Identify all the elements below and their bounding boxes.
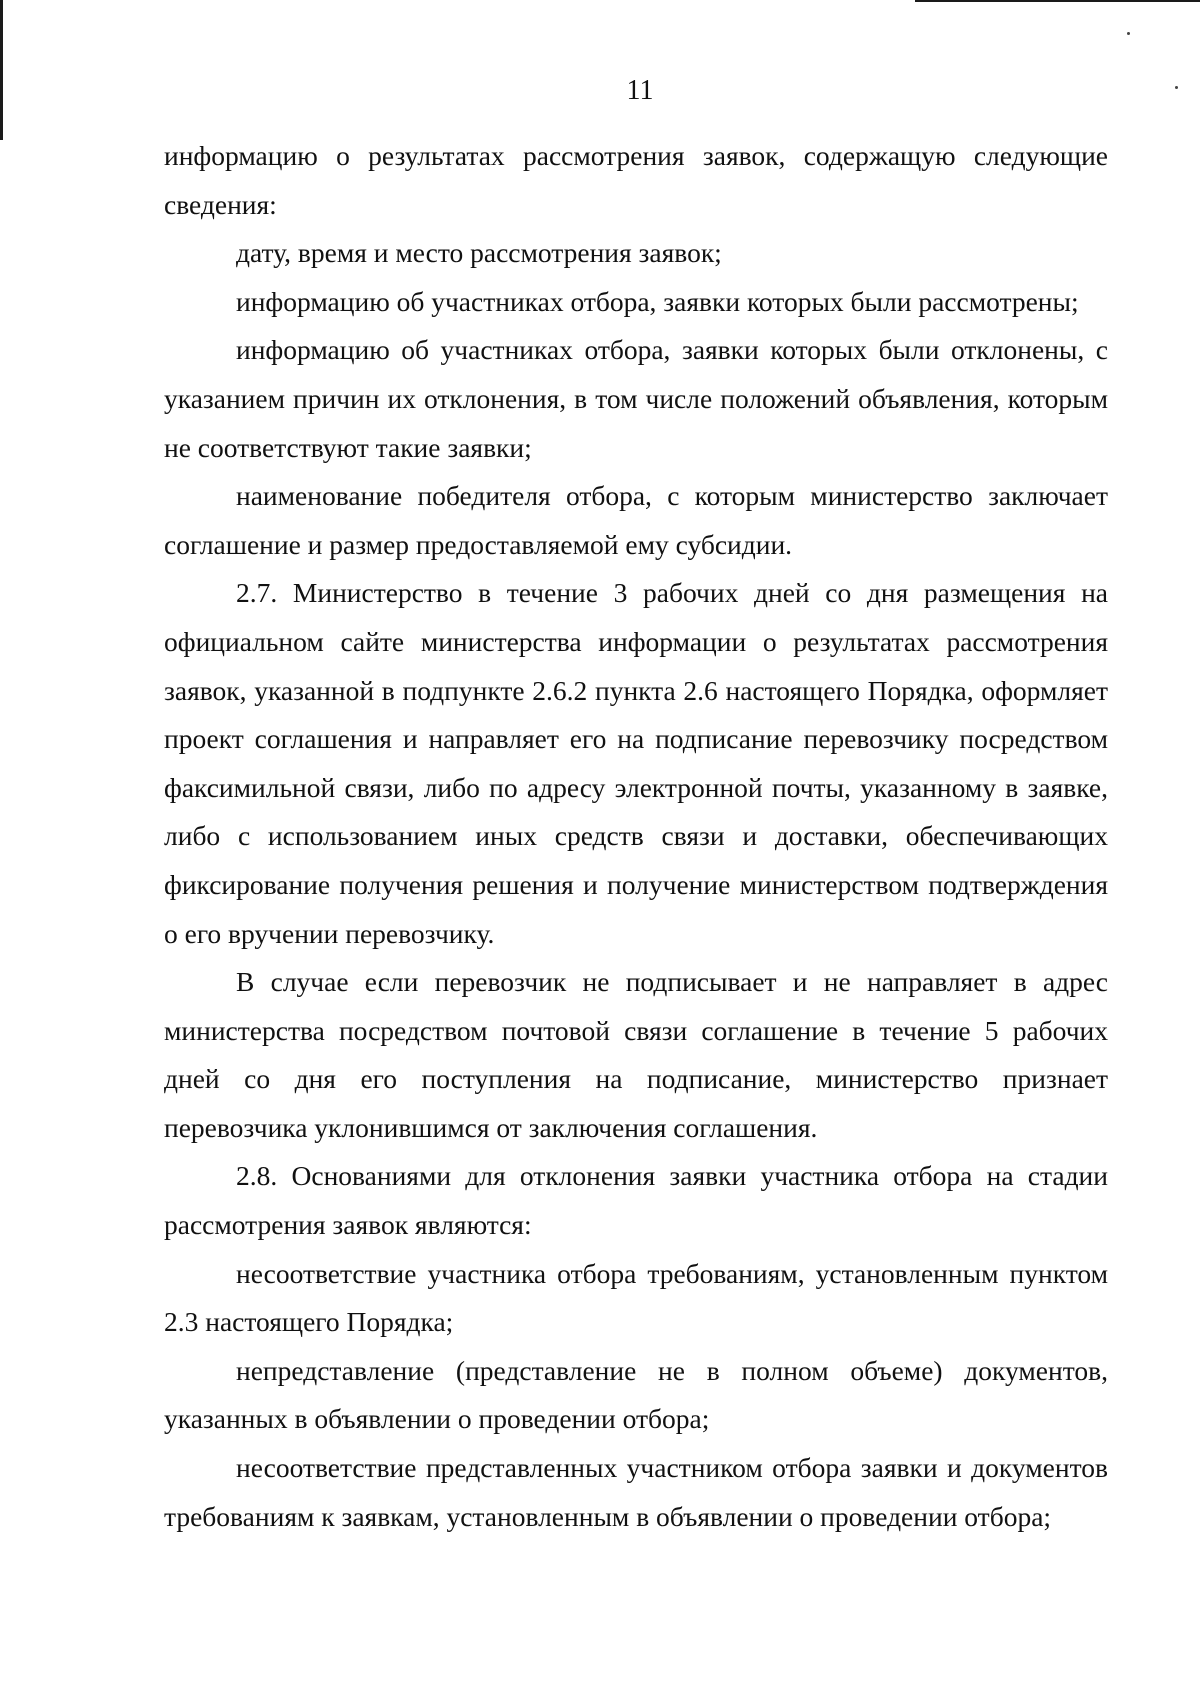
paragraph: информацию об участниках отбора, заявки которых были рассмотрены;	[236, 285, 1079, 317]
document-body	[164, 132, 1108, 1541]
scan-speck	[1127, 32, 1130, 35]
paragraph: информацию об участниках отбора, заявки которых были отклонены, с указанием причин их отклонения, в том числе положений объявления, которым не соответствуют такие заявки;	[164, 334, 1108, 463]
paragraph: наименование победителя отбора, с которым министерство заключает соглашение и размер предоставляемой ему субсидии.	[164, 480, 1108, 560]
paragraph: несоответствие участника отбора требованиям, установленным пунктом 2.3 настоящего Порядка;	[164, 1257, 1108, 1338]
paragraph: В случае если перевозчик не подписывает и не направляет в адрес министерства посредством почтовой связи соглашение в течение 5 рабочих дней со дня его поступления на подписание, министерство признает перевозчика уклонившимся от заключения соглашения.	[164, 966, 1108, 1143]
paragraph: дату, время и место рассмотрения заявок;	[236, 237, 722, 269]
page-number: 11	[626, 75, 654, 106]
paragraph: информацию о результатах рассмотрения заявок, содержащую следующие сведения:	[164, 140, 1108, 220]
paragraph: 2.8. Основаниями для отклонения заявки участника отбора на стадии рассмотрения заявок являются:	[164, 1160, 1108, 1241]
paragraph: несоответствие представленных участником отбора заявки и документов требованиям к заявкам, установленным в объявлении о проведении отбора;	[164, 1452, 1108, 1532]
scan-top-edge	[915, 0, 1200, 2]
paragraph: непредставление (представление не в полном объеме) документов, указанных в объявлении о проведении отбора;	[164, 1354, 1108, 1435]
paragraph: 2.7. Министерство в течение 3 рабочих дней со дня размещения на официальном сайте министерства информации о результатах рассмотрения заявок, указанной в подпункте 2.6.2 пункта 2.6 настоящего Порядка, оформляет проект соглашения и направляет его на подписание перевозчику посредством факсимильной связи, либо по адресу электронной почты, указанному в заявке, либо с использованием иных средств связи и доставки, обеспечивающих фиксирование получения решения и получение министерством подтверждения о его вручении перевозчику.	[164, 577, 1108, 949]
scan-left-edge	[0, 0, 3, 140]
